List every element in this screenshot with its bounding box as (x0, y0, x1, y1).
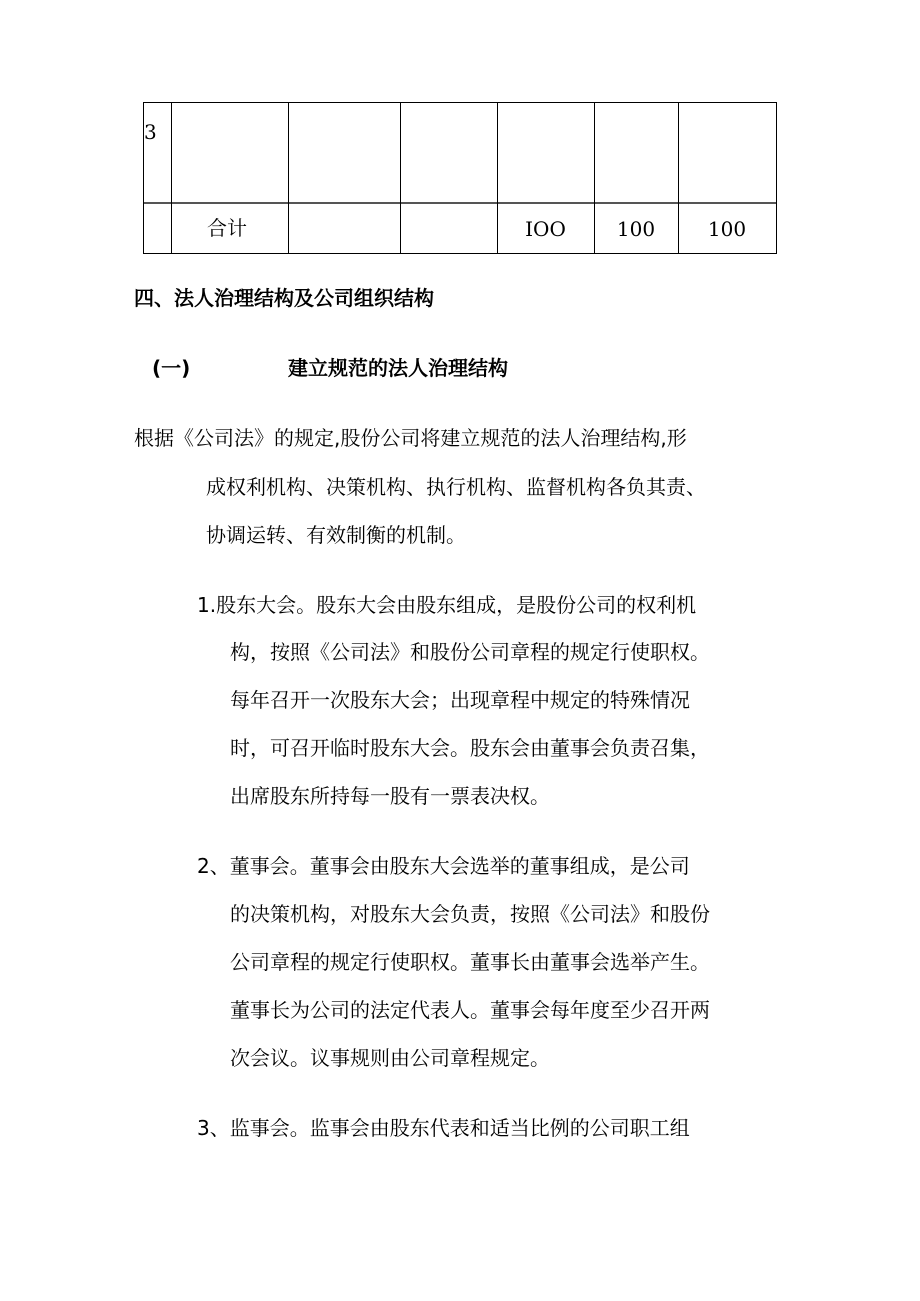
section-heading: 四、法人治理结构及公司组织结构 (134, 286, 434, 310)
list-item-line: 时，可召开临时股东大会。股东会由董事会负责召集， (230, 736, 710, 760)
paragraph-line: 成权利机构、决策机构、执行机构、监督机构各负其责、 (206, 475, 706, 499)
list-item-line: 次会议。议事规则由公司章程规定。 (230, 1046, 550, 1070)
table-col-line (400, 102, 401, 254)
subsection-index: (一) (152, 356, 191, 380)
list-item-line: 2、董事会。董事会由股东大会选举的董事组成，是公司 (197, 854, 690, 878)
table-col-line (171, 102, 172, 254)
table-total-value: IOO (525, 217, 566, 241)
table-total-label: 合计 (207, 216, 247, 240)
subsection-title: 建立规范的法人治理结构 (288, 356, 508, 380)
shareholding-table (143, 102, 777, 254)
table-total-value: 100 (707, 217, 747, 241)
paragraph-line: 根据《公司法》的规定,股份公司将建立规范的法人治理结构,形 (134, 426, 687, 450)
list-item-line: 3、监事会。监事会由股东代表和适当比例的公司职工组 (197, 1116, 690, 1140)
list-item-line: 每年召开一次股东大会；出现章程中规定的特殊情况 (230, 688, 690, 712)
table-row-index: 3 (144, 120, 157, 144)
paragraph-line: 协调运转、有效制衡的机制。 (206, 523, 466, 547)
table-total-value: 100 (616, 217, 656, 241)
list-item-line: 的决策机构，对股东大会负责，按照《公司法》和股份 (230, 902, 710, 926)
table-border-top (143, 102, 777, 103)
list-item-line: 构，按照《公司法》和股份公司章程的规定行使职权。 (230, 640, 710, 664)
list-item-line: 董事长为公司的法定代表人。董事会每年度至少召开两 (230, 998, 710, 1022)
table-border-bottom (143, 253, 777, 254)
list-item-line: 出席股东所持每一股有一票表决权。 (230, 784, 550, 808)
list-item-line: 1.股东大会。股东大会由股东组成，是股份公司的权利机 (197, 593, 697, 617)
table-col-line (776, 102, 777, 254)
table-row-divider (143, 202, 777, 204)
list-item-line: 公司章程的规定行使职权。董事长由董事会选举产生。 (230, 950, 710, 974)
table-col-line (288, 102, 289, 254)
